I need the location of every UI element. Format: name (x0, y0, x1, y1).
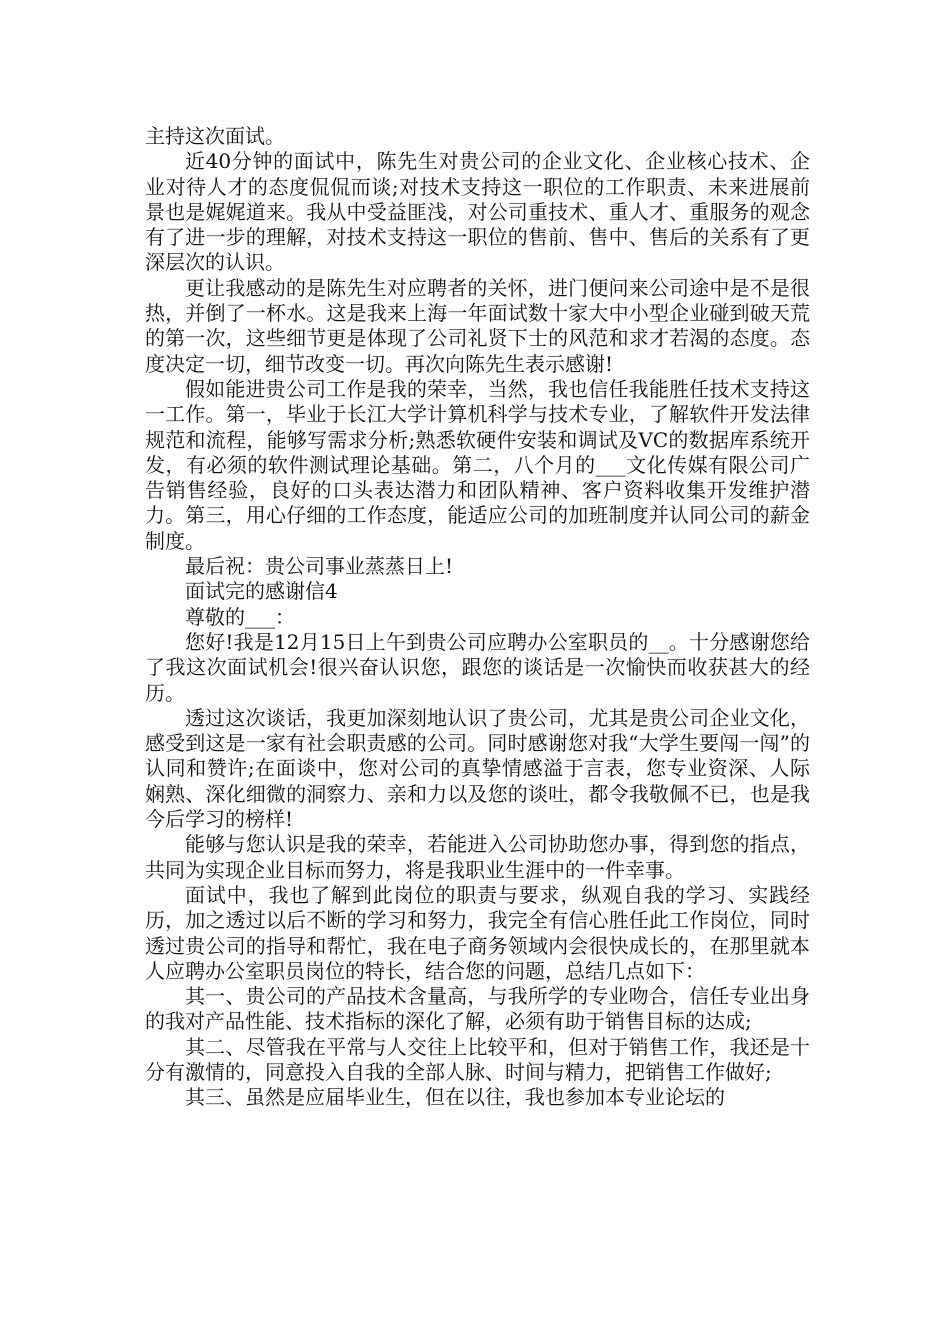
paragraph-6: 能够与您认识是我的荣幸，若能进入公司协助您办事，得到您的指点，共同为实现企业目标而努力，将是我职业生涯中的一件幸事。 (145, 832, 810, 882)
paragraph-5: 透过这次谈话，我更加深刻地认识了贵公司，尤其是贵公司企业文化，感受到这是一家有社会职责感的公司。同时感谢您对我“大学生要闯一闯”的认同和赞许;在面谈中，您对公司的真挚情感溢于言表，您专业资深、人际娴熟、深化细微的洞察力、亲和力以及您的谈吐，都令我敬佩不已，也是我今后学习的榜样! (145, 705, 810, 832)
point-2: 其二、尽管我在平常与人交往上比较平和，但对于销售工作，我还是十分有激情的，同意投入自我的全部人脉、时间与精力，把销售工作做好; (145, 1034, 810, 1084)
point-3: 其三、虽然是应届毕业生，但在以往，我也参加本专业论坛的 (185, 1085, 725, 1110)
paragraph-1: 主持这次面试。 (145, 124, 285, 148)
paragraph-2: 近40分钟的面试中，陈先生对贵公司的企业文化、企业核心技术、企业对待人才的态度侃侃而谈;对技术支持这一职位的工作职责、未来进展前景也是娓娓道来。我从中受益匪浅，对公司重技术、重人才、重服务的观念有了进一步的理解，对技术支持这一职位的售前、售中、售后的关系有了更深层次的认识。 (145, 149, 810, 275)
letter-title: 面试完的感谢信4 (185, 579, 338, 604)
point-1: 其一、贵公司的产品技术含量高，与我所学的专业吻合，信任专业出身的我对产品性能、技术指标的深化了解，必须有助于销售目标的达成; (145, 984, 810, 1034)
paragraph-7: 面试中，我也了解到此岗位的职责与要求，纵观自我的学习、实践经历，加之透过以后不断的学习和努力，我完全有信心胜任此工作岗位，同时透过贵公司的指导和帮忙，我在电子商务领域内会很快成长的，在那里就本人应聘办公室职员岗位的特长，结合您的问题，总结几点如下： (145, 882, 810, 983)
paragraph-4: 假如能进贵公司工作是我的荣幸，当然，我也信任我能胜任技术支持这一工作。第一，毕业于长江大学计算机科学与技术专业，了解软件开发法律规范和流程，能够写需求分析;熟悉软硬件安装和调试及VC的数据库系统开发，有必须的软件测试理论基础。第二，八个月的___文化传媒有限公司广告销售经验，良好的口头表达潜力和团队精神、客户资料收集开发维护潜力。第三，用心仔细的工作态度，能适应公司的加班制度并认同公司的薪金制度。 (145, 376, 810, 553)
document-body (145, 124, 810, 1111)
paragraph-3: 更让我感动的是陈先生对应聘者的关怀，进门便问来公司途中是不是很热，并倒了一杯水。这是我来上海一年面试数十家大中小型企业碰到破天荒的第一次，这些细节更是体现了公司礼贤下士的风范和求才若渴的态度。态度决定一切，细节改变一切。再次向陈先生表示感谢! (145, 275, 810, 376)
closing-wish: 最后祝：贵公司事业蒸蒸日上! (185, 554, 454, 579)
salutation: 尊敬的___： (185, 604, 295, 629)
paragraph-greeting: 您好!我是12月15日上午到贵公司应聘办公室职员的__。十分感谢您给了我这次面试机会!很兴奋认识您，跟您的谈话是一次愉快而收获甚大的经历。 (145, 629, 810, 705)
